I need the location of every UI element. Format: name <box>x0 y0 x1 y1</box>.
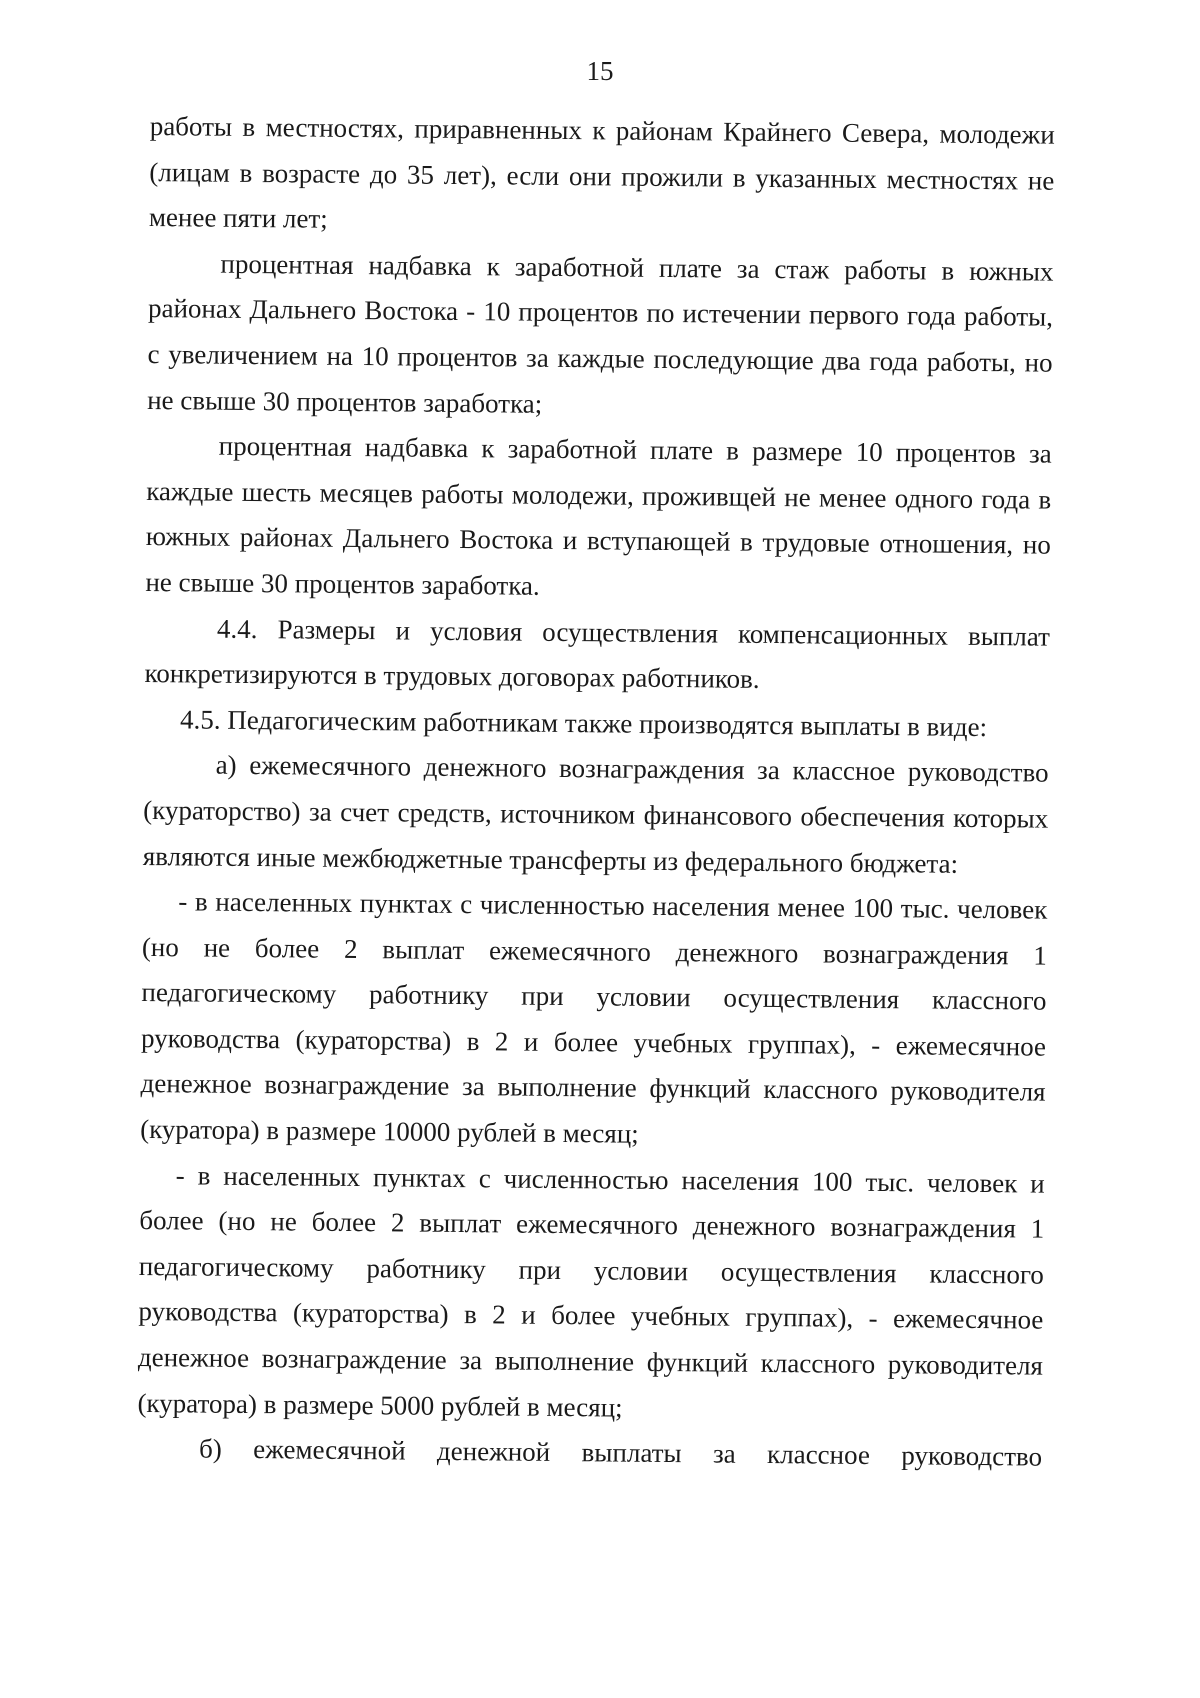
paragraph-less-100k: - в населенных пунктах с численностью населения менее 100 тыс. человек (но не более 2 выплат ежемесячного денежного вознаграждения 1 педагогическому работнику при условии осуществления классного руководства (кураторства) в 2 и более учебных группах), - ежемесячное денежное вознаграждение за выполнение функций классного руководителя (куратора) в размере 10000 рублей в месяц; <box>140 886 1048 1149</box>
paragraph-continuation: работы в местностях, приравненных к районам Крайнего Севера, молодежи (лицам в возрасте до 35 лет), если они прожили в указанных местностях не менее пяти лет; <box>148 110 1055 234</box>
document-body <box>137 104 1055 1480</box>
paragraph-b: б) ежемесячной денежной выплаты за классное руководство <box>198 1433 1043 1472</box>
paragraph-4-4: 4.4. Размеры и условия осуществления компенсационных выплат конкретизируются в трудовых договорах работников. <box>144 613 1051 695</box>
paragraph-south-allowance: процентная надбавка к заработной плате за стаж работы в южных районах Дальнего Востока - 10 процентов по истечении первого года работы, с увеличением на 10 процентов за каждые последующие два года работы, но не свыше 30 процентов заработка; <box>147 248 1054 419</box>
page-number: 15 <box>586 56 614 86</box>
paragraph-a: а) ежемесячного денежного вознаграждения за классное руководство (кураторство) за счет средств, источником финансового обеспечения которых являются иные межбюджетные трансферты из федерального бюджета: <box>142 749 1049 879</box>
paragraph-more-100k: - в населенных пунктах с численностью населения 100 тыс. человек и более (но не более 2 выплат ежемесячного денежного вознаграждения 1 педагогическому работнику при условии осуществления классного руководства (кураторства) в 2 и более учебных группах), - ежемесячное денежное вознаграждение за выполнение функций классного руководителя (куратора) в размере 5000 рублей в месяц; <box>137 1159 1045 1423</box>
paragraph-youth-allowance: процентная надбавка к заработной плате в размере 10 процентов за каждые шесть месяцев работы молодежи, проживщей не менее одного года в южных районах Дальнего Востока и вступающей в трудовые отношения, но не свыше 30 процентов заработка. <box>145 430 1052 601</box>
paragraph-4-5: 4.5. Педагогическим работникам также производятся выплаты в виде: <box>179 704 988 742</box>
